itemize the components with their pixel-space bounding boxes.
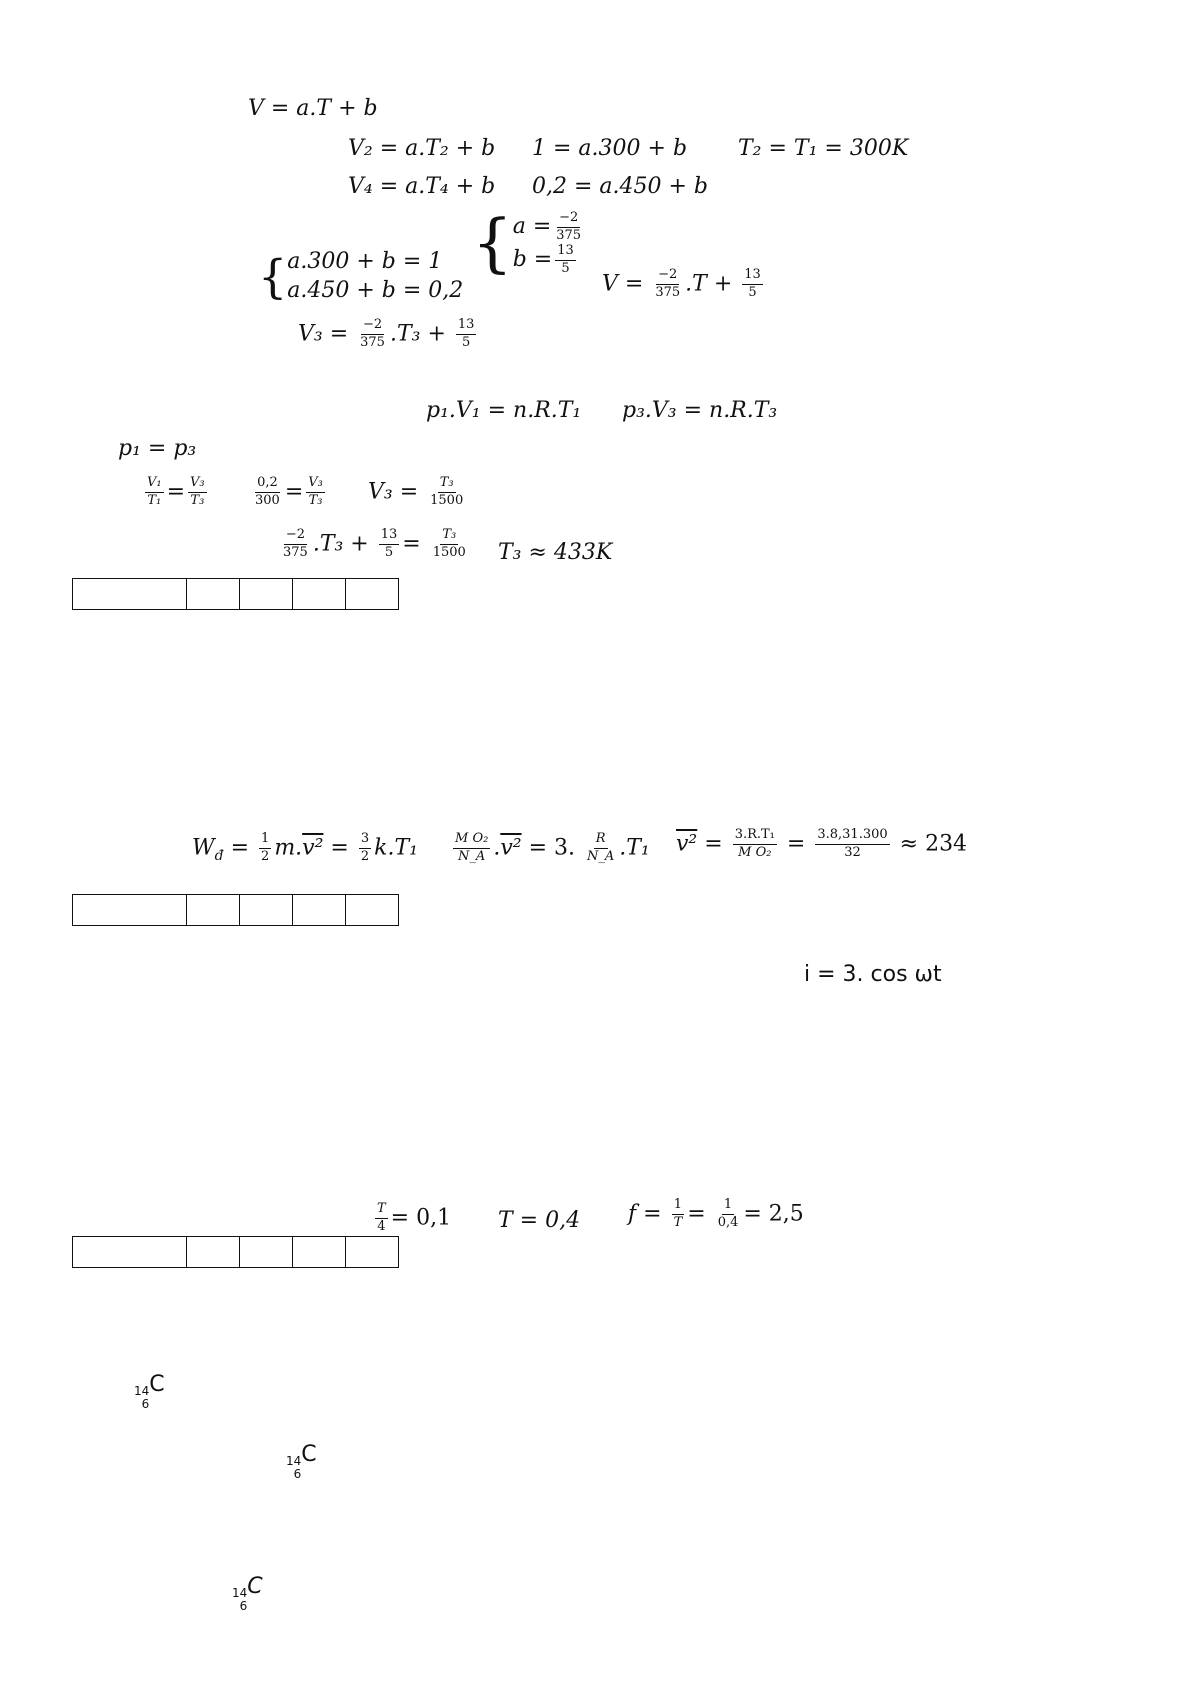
answer-cell[interactable] <box>240 1237 293 1268</box>
fraction: $\frac{T}{4}$ <box>377 1201 386 1234</box>
fraction: $\frac{\text{V₃}}{\text{T₃}}$ <box>190 475 205 508</box>
fraction: $\frac{-2}{375}$ <box>556 209 582 243</box>
equation-solve-t3: $\frac{-2}{375}$ .T₃ + $\frac{13}{5}$ = $\frac{\text{T₃}}{1500}$ <box>283 527 466 560</box>
equation-v2: V₂ = a.T₂ + b <box>348 136 496 161</box>
fraction: $\frac{1}{0,4}$ <box>717 1197 739 1230</box>
equation-t2-t1: T₂ = T₁ = 300K <box>738 136 909 161</box>
equation-quarter-period: $\frac{T}{4}$ = 0,1 <box>377 1201 452 1234</box>
fraction: $\frac{3.8,31.300}{32}$ <box>817 827 888 860</box>
fraction: $\frac{1}{T}$ <box>673 1197 683 1230</box>
answer-cell[interactable] <box>346 579 399 610</box>
fraction: $\frac{13}{5}$ <box>557 243 574 276</box>
equation-molar: $\frac{\text{M O₂}}{N\_A}$ .v² = 3. $\frac{R}{N\_A}$ .T₁ <box>455 831 650 864</box>
answer-cell[interactable] <box>187 579 240 610</box>
nuclide-carbon-14: 14 6 C <box>286 1442 317 1481</box>
equation-ratio-1: $\frac{\text{V₁}}{\text{T₁}}$ = $\frac{\text{V₃}}{\text{T₃}}$ <box>147 475 205 508</box>
answer-cell[interactable] <box>73 1237 187 1268</box>
fraction: $\frac{-2}{375}$ <box>360 317 385 350</box>
result-t3: T₃ ≈ 433K <box>498 540 613 565</box>
system-line-2: a.450 + b = 0,2 <box>287 277 464 303</box>
answer-cell[interactable] <box>187 895 240 926</box>
equation-current: i = 3. cos ωt <box>804 962 942 987</box>
answer-cell[interactable] <box>187 1237 240 1268</box>
equation-v4-values: 0,2 = a.450 + b <box>532 174 709 199</box>
equation-kinetic-energy: $W_đ$ = $\frac{1}{2}$ m.v² = $\frac{3}{2}$ k.T₁ <box>192 831 418 864</box>
equation-ideal-gas-1: p₁.V₁ = n.R.T₁ <box>426 398 582 423</box>
fraction: $\frac{3}{2}$ <box>360 831 370 864</box>
fraction: $\frac{\text{T₃}}{1500}$ <box>430 475 464 508</box>
nuclide-carbon-14: 14 6 C <box>232 1574 263 1613</box>
answer-cell[interactable] <box>346 1237 399 1268</box>
fraction: $\frac{-2}{375}$ <box>655 267 681 300</box>
answer-cell[interactable] <box>346 895 399 926</box>
answer-cell[interactable] <box>293 895 346 926</box>
nuclide-carbon-14: 14 6 C <box>134 1372 165 1411</box>
fraction: $\frac{13}{5}$ <box>380 527 398 560</box>
equation-linear-v: V = a.T + b <box>248 96 378 121</box>
equation-v3: V₃ = $\frac{-2}{375}$ .T₃ + $\frac{13}{5}$ <box>298 317 475 350</box>
answer-cell[interactable] <box>240 895 293 926</box>
equation-v-law: V = $\frac{-2}{375}$ .T + $\frac{13}{5}$ <box>602 267 761 300</box>
equation-ideal-gas-3: p₃.V₃ = n.R.T₃ <box>622 398 778 423</box>
solution-system <box>472 206 586 281</box>
equation-system <box>258 248 463 305</box>
table-row <box>73 895 399 926</box>
answer-cell[interactable] <box>73 895 187 926</box>
fraction: $\frac{\text{M O₂}}{N\_A}$ <box>455 831 489 864</box>
brace: { <box>472 206 513 281</box>
fraction: $\frac{\text{T₃}}{1500}$ <box>432 527 466 560</box>
equation-p1-p3: p₁ = p₃ <box>118 436 197 461</box>
fraction: $\frac{\text{V₁}}{\text{T₁}}$ <box>147 475 162 508</box>
equation-mean-square-speed: v² = $\frac{\text{3.R.T₁}}{\text{M O₂}}$ = $\frac{3.8,31.300}{32}$ ≈ 234 <box>676 827 968 860</box>
answer-cell[interactable] <box>73 579 187 610</box>
table-row <box>73 1237 399 1268</box>
solution-a: a = $\frac{-2}{375}$ <box>512 209 582 243</box>
equation-v4: V₄ = a.T₄ + b <box>348 174 496 199</box>
fraction: $\frac{\text{3.R.T₁}}{\text{M O₂}}$ <box>734 827 775 860</box>
fraction: $\frac{R}{N\_A}$ <box>586 831 615 864</box>
equation-ratio-2: $\frac{0,2}{300}$ = $\frac{\text{V₃}}{\text{T₃}}$ <box>255 475 323 508</box>
equation-v3-t3: V₃ = $\frac{\text{T₃}}{1500}$ <box>368 475 464 508</box>
table-row <box>73 579 399 610</box>
system-line-1: a.300 + b = 1 <box>287 249 443 274</box>
fraction: $\frac{13}{5}$ <box>457 317 475 350</box>
equation-period: T = 0,4 <box>498 1208 581 1233</box>
fraction: $\frac{\text{V₃}}{\text{T₃}}$ <box>308 475 323 508</box>
answer-table-3 <box>72 1236 399 1268</box>
answer-cell[interactable] <box>240 579 293 610</box>
fraction: $\frac{13}{5}$ <box>744 267 761 300</box>
answer-cell[interactable] <box>293 1237 346 1268</box>
answer-cell[interactable] <box>293 579 346 610</box>
equation-v2-values: 1 = a.300 + b <box>532 136 688 161</box>
fraction: $\frac{0,2}{300}$ <box>255 475 280 508</box>
answer-table-1 <box>72 578 399 610</box>
fraction: $\frac{-2}{375}$ <box>283 527 308 560</box>
equation-frequency: f = $\frac{1}{T}$ = $\frac{1}{0,4}$ = 2,5 <box>628 1197 804 1230</box>
solution-b: b = $\frac{13}{5}$ <box>512 243 574 276</box>
answer-table-2 <box>72 894 399 926</box>
brace: { <box>258 249 288 304</box>
fraction: $\frac{1}{2}$ <box>261 831 270 864</box>
